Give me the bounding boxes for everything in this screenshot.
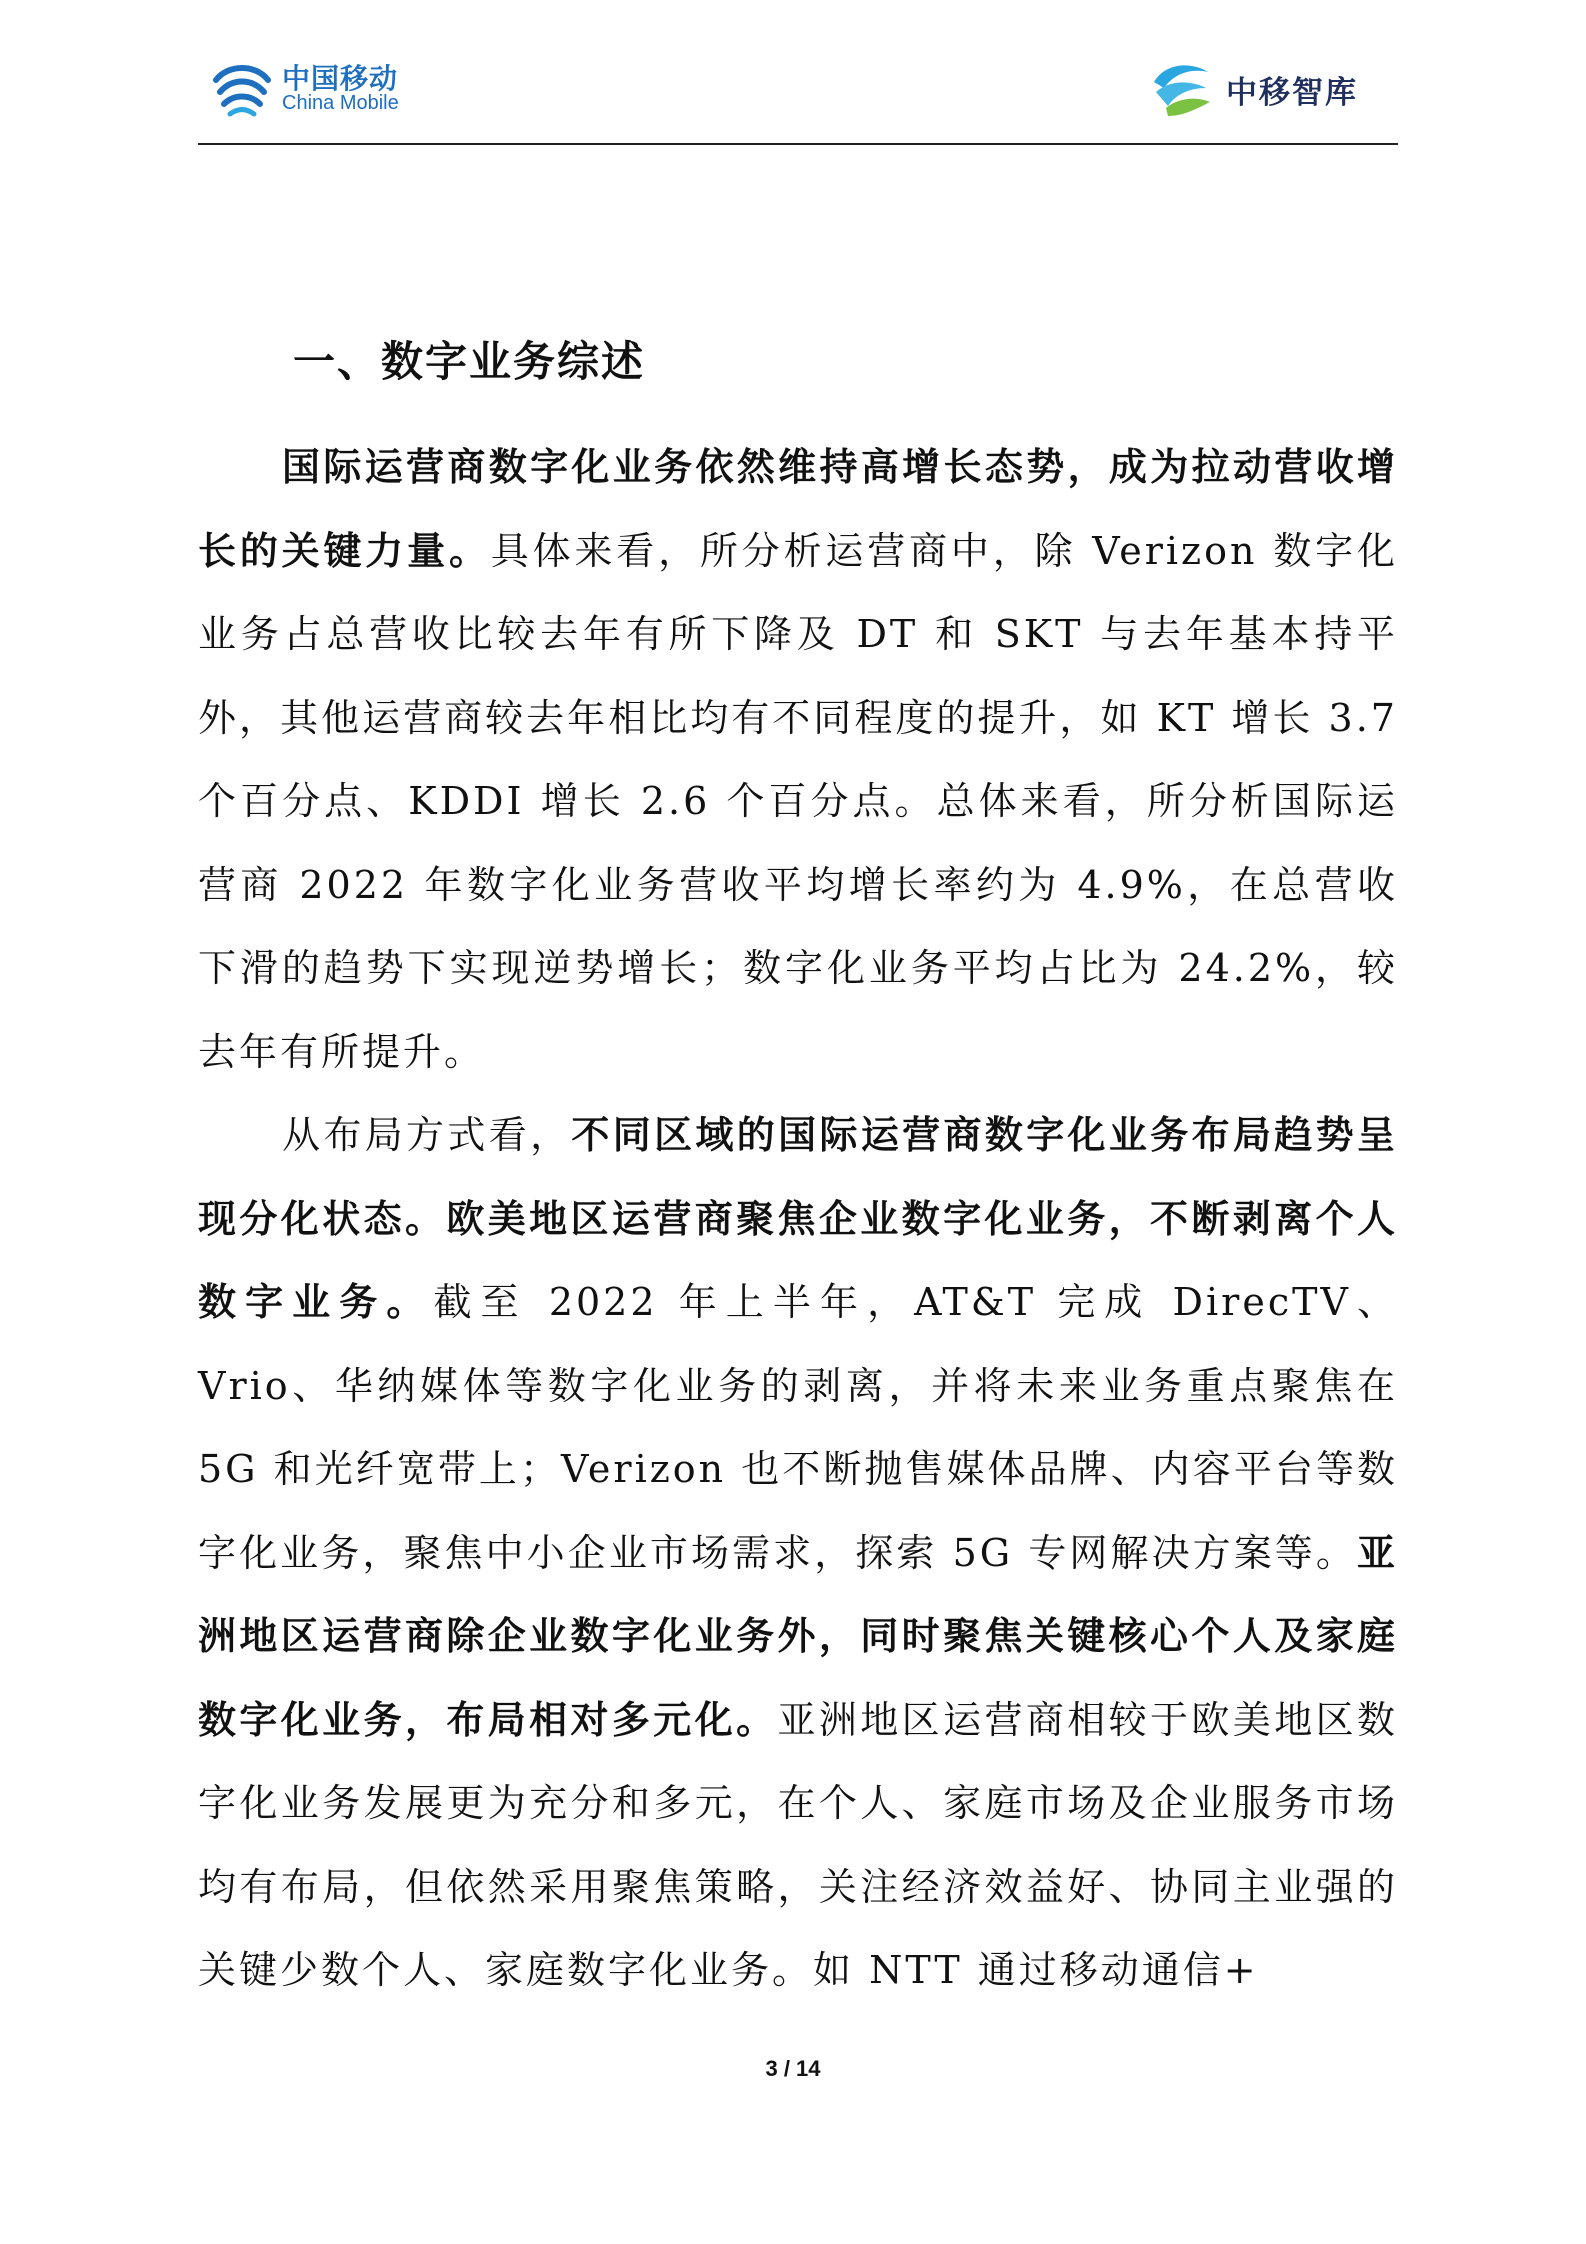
paragraph-bold-emphasis: 不同区域的国际运营商数字化业务布局趋势呈现分化状态。欧美地区运营商聚焦企业数字化业务，不断剥离个人数字业务。 [198,1113,1398,1324]
paragraph-layout-trend [198,1094,1398,2013]
page-header [198,52,1398,144]
zhongyi-think-tank-name: 中移智库 [1226,74,1358,111]
paragraph-bold-emphasis: 亚洲地区运营商除企业数字化业务外，同时聚焦关键核心个人及家庭数字化业务，布局相对多元化。 [198,1530,1398,1742]
paragraph-body-text: 截至 2022 年上半年，AT&T 完成 DirecTV、Vrio、华纳媒体等数字化业务的剥离，并将未来业务重点聚焦在 5G 和光纤宽带上；Verizon 也不断抛售媒体品牌、内容平台等数字化业务，聚焦中小企业市场需求，探索 5G 专网解决方案等。 [198,1280,1398,1575]
paragraph-lead-text: 从布局方式看， [282,1113,572,1157]
paragraph-body-text: 亚洲地区运营商相较于欧美地区数字化业务发展更为充分和多元，在个人、家庭市场及企业服务市场均有布局，但依然采用聚焦策略，关注经济效益好、协同主业强的关键少数个人、家庭数字化业务。如 NTT 通过移动通信+ [198,1697,1398,1992]
china-mobile-name-en: China Mobile [282,92,399,115]
zhongyi-emblem-icon [1146,58,1216,120]
zhongyi-think-tank-logo [1146,58,1358,120]
section-heading: 一、数字业务综述 [293,337,646,386]
china-mobile-emblem-icon [210,58,274,120]
china-mobile-logo [210,58,399,120]
page-number: 3 / 14 [765,2056,821,2081]
china-mobile-name-cn: 中国移动 [282,61,399,95]
paragraph-bold-lead: 国际运营商数字化业务依然维持高增长态势，成为拉动营收增长的关键力量。 [198,445,1398,573]
page-content [198,320,1398,2013]
paragraph-body-text: 具体来看，所分析运营商中，除 Verizon 数字化业务占总营收比较去年有所下降及 DT 和 SKT 与去年基本持平外，其他运营商较去年相比均有不同程度的提升，如 KT 增长 3.7 个百分点、KDDI 增长 2.6 个百分点。总体来看，所分析国际运营商 2022 年数字化业务营收平均增长率约为 4.9%，在总营收下滑的趋势下实现逆势增长；数字化业务平均占比为 24.2%，较去年有所提升。 [198,528,1398,1074]
paragraph-digital-growth [198,426,1398,1094]
header-divider [198,143,1398,145]
